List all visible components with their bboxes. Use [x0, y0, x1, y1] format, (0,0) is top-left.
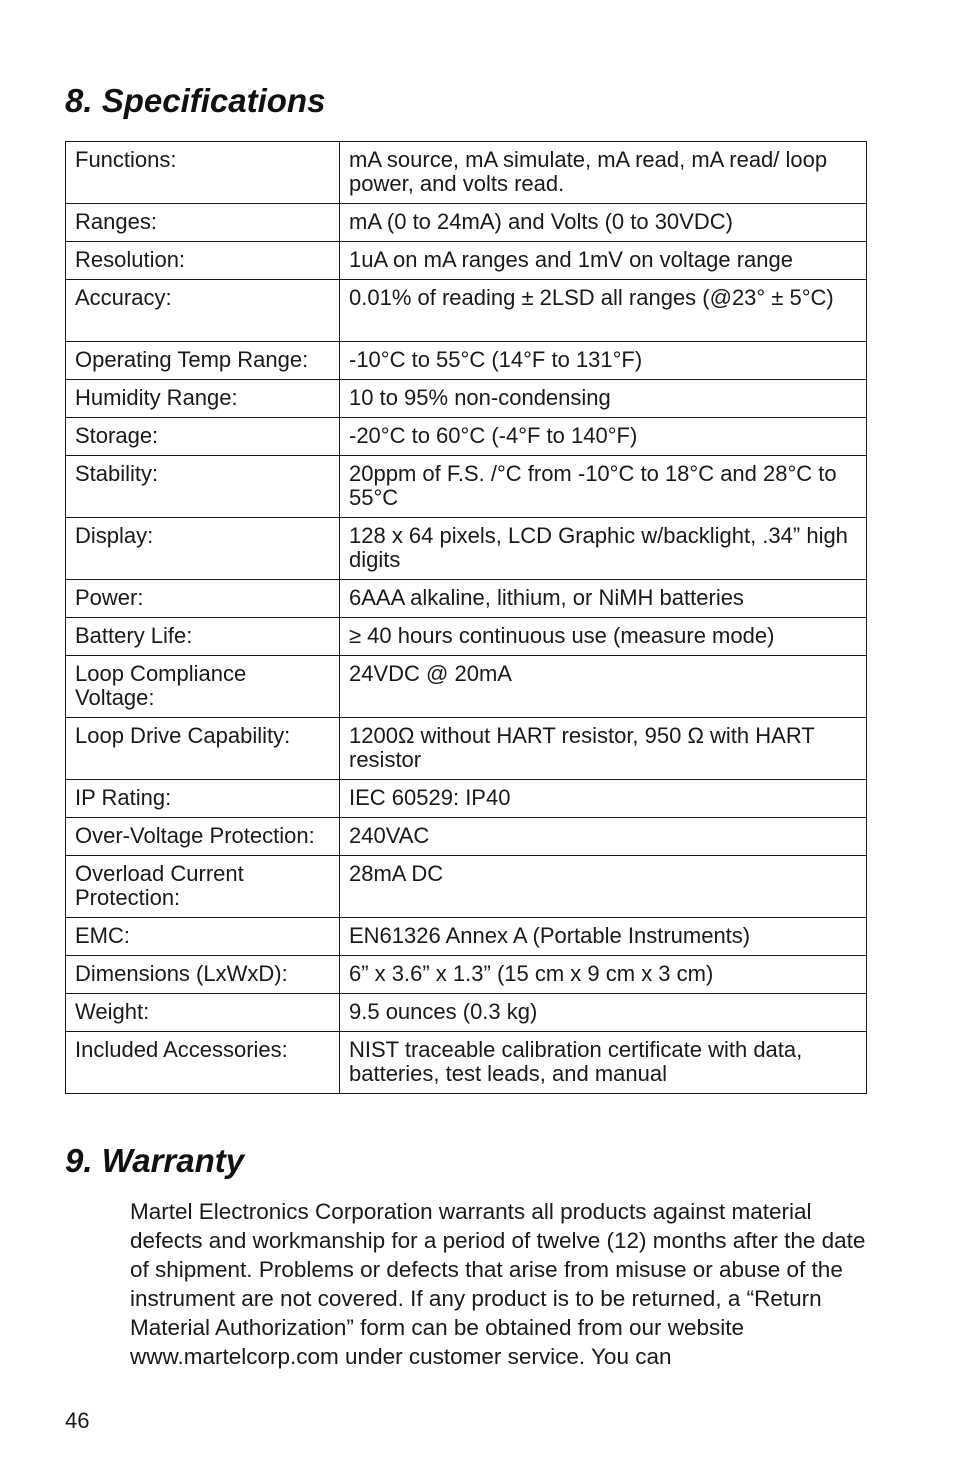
- table-row: [66, 780, 867, 818]
- table-row: [66, 280, 867, 342]
- table-row: [66, 142, 867, 204]
- table-row: [66, 656, 867, 718]
- spec-value: 10 to 95% non-condensing: [340, 380, 867, 418]
- spec-label: Dimensions (LxWxD):: [66, 956, 340, 994]
- spec-label: Included Accessories:: [66, 1032, 340, 1094]
- spec-value: EN61326 Annex A (Portable Instruments): [340, 918, 867, 956]
- spec-label: Display:: [66, 518, 340, 580]
- spec-label: Accuracy:: [66, 280, 340, 342]
- table-row: [66, 1032, 867, 1094]
- spec-label: Loop Compliance Voltage:: [66, 656, 340, 718]
- spec-value: 240VAC: [340, 818, 867, 856]
- spec-value: 128 x 64 pixels, LCD Graphic w/backlight, .34” high digits: [340, 518, 867, 580]
- spec-value: 6” x 3.6” x 1.3” (15 cm x 9 cm x 3 cm): [340, 956, 867, 994]
- warranty-paragraph: Martel Electronics Corporation warrants all products against material defects and workmanship for a period of twelve (12) months after the date of shipment. Problems or defects that arise from misuse or abuse of the instrument are not covered. If any product is to be returned, a “Return Material Authorization” form can be obtained from our website www.martelcorp.com under customer service. You can: [130, 1199, 866, 1369]
- specifications-heading: 8. Specifications: [65, 82, 326, 119]
- table-row: [66, 618, 867, 656]
- table-row: [66, 718, 867, 780]
- spec-label: Loop Drive Capability:: [66, 718, 340, 780]
- spec-label: EMC:: [66, 918, 340, 956]
- spec-value: IEC 60529: IP40: [340, 780, 867, 818]
- spec-label: Functions:: [66, 142, 340, 204]
- spec-label: IP Rating:: [66, 780, 340, 818]
- spec-label: Resolution:: [66, 242, 340, 280]
- spec-label: Overload Current Protection:: [66, 856, 340, 918]
- spec-label: Humidity Range:: [66, 380, 340, 418]
- spec-value: -10°C to 55°C (14°F to 131°F): [340, 342, 867, 380]
- spec-label: Power:: [66, 580, 340, 618]
- table-row: [66, 342, 867, 380]
- page-number: 46: [65, 1408, 90, 1433]
- spec-value: ≥ 40 hours continuous use (measure mode): [340, 618, 867, 656]
- spec-label: Stability:: [66, 456, 340, 518]
- spec-label: Battery Life:: [66, 618, 340, 656]
- table-row: [66, 818, 867, 856]
- spec-value: 28mA DC: [340, 856, 867, 918]
- table-row: [66, 918, 867, 956]
- spec-label: Storage:: [66, 418, 340, 456]
- table-row: [66, 380, 867, 418]
- table-row: [66, 956, 867, 994]
- table-row: [66, 204, 867, 242]
- spec-value: 0.01% of reading ± 2LSD all ranges (@23° ± 5°C): [340, 280, 867, 342]
- spec-label: Ranges:: [66, 204, 340, 242]
- spec-value: 6AAA alkaline, lithium, or NiMH batteries: [340, 580, 867, 618]
- table-row: [66, 856, 867, 918]
- spec-value: 1200Ω without HART resistor, 950 Ω with HART resistor: [340, 718, 867, 780]
- spec-value: 20ppm of F.S. /°C from -10°C to 18°C and 28°C to 55°C: [340, 456, 867, 518]
- table-row: [66, 518, 867, 580]
- warranty-heading: 9. Warranty: [65, 1142, 245, 1179]
- table-row: [66, 580, 867, 618]
- spec-value: -20°C to 60°C (-4°F to 140°F): [340, 418, 867, 456]
- spec-value: mA source, mA simulate, mA read, mA read/ loop power, and volts read.: [340, 142, 867, 204]
- spec-label: Weight:: [66, 994, 340, 1032]
- specifications-table: [65, 141, 867, 1094]
- table-row: [66, 456, 867, 518]
- spec-label: Over-Voltage Protection:: [66, 818, 340, 856]
- spec-label: Operating Temp Range:: [66, 342, 340, 380]
- spec-value: 9.5 ounces (0.3 kg): [340, 994, 867, 1032]
- table-row: [66, 418, 867, 456]
- spec-value: 24VDC @ 20mA: [340, 656, 867, 718]
- table-row: [66, 994, 867, 1032]
- spec-value: mA (0 to 24mA) and Volts (0 to 30VDC): [340, 204, 867, 242]
- table-row: [66, 242, 867, 280]
- spec-value: NIST traceable calibration certificate with data, batteries, test leads, and manual: [340, 1032, 867, 1094]
- spec-value: 1uA on mA ranges and 1mV on voltage range: [340, 242, 867, 280]
